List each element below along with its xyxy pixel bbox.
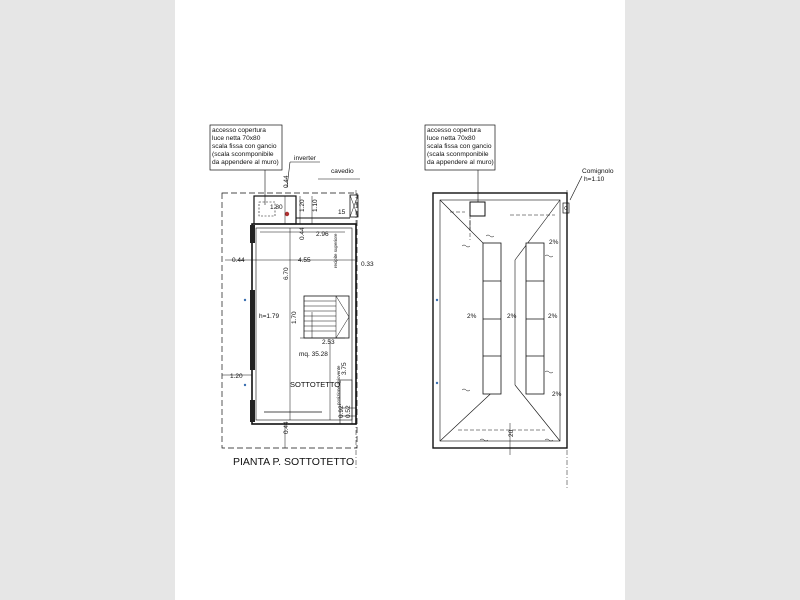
dim-253: 2.53 <box>322 339 335 346</box>
dim-120-left: 1.20 <box>230 373 243 380</box>
slope-2: 2% <box>467 313 477 320</box>
inverter-symbol <box>285 212 289 216</box>
marker-dot-2 <box>244 384 246 386</box>
dim-110: 1.10 <box>312 199 319 212</box>
dim-670: 6.70 <box>283 267 290 280</box>
marker-dot-1 <box>244 299 246 301</box>
slope-3: 2% <box>507 313 517 320</box>
window-left-top <box>250 225 255 243</box>
dim-044-left: 0.44 <box>232 257 245 264</box>
area-label: mq. 35.28 <box>299 351 328 358</box>
note-line-5: da appendere al muro) <box>212 159 279 166</box>
window-left <box>250 290 255 370</box>
dim-120: 1.20 <box>299 199 306 212</box>
height-label: h=1.79 <box>259 313 280 320</box>
plan-title: PIANTA P. SOTTOTETTO <box>233 456 355 468</box>
dim-044-top: 0.44 <box>283 175 290 188</box>
dim-296: 2.96 <box>316 231 329 238</box>
roof-outline-dashed <box>222 193 357 448</box>
dim-20: 20 <box>508 429 515 437</box>
note-r-line-4: (scala sconmponibile <box>427 151 489 158</box>
note-r-line-2: luce netta 70x80 <box>427 135 476 142</box>
dim-044-small: 0.44 <box>299 227 306 240</box>
marker-r-1 <box>436 299 438 301</box>
right-plan <box>425 125 614 490</box>
marker-r-2 <box>436 382 438 384</box>
chimney <box>563 203 569 213</box>
staircase <box>304 296 349 338</box>
stair-treads <box>304 296 349 338</box>
room-name: SOTTOTETTO <box>290 380 341 389</box>
note-line-4: (scala sconmponibile <box>212 151 274 158</box>
vertical-note-2: posizione spiovente <box>336 365 341 405</box>
dim-092: 0.92 <box>338 405 345 418</box>
dim-033: 0.33 <box>361 261 374 268</box>
note-line-3: scala fissa con gancio <box>212 143 277 150</box>
left-plan <box>210 125 374 470</box>
slope-1: 2% <box>549 239 559 246</box>
chimney-height: h=1.10 <box>584 176 605 183</box>
note-line-1: accesso copertura <box>212 127 266 134</box>
dim-455: 4.55 <box>298 257 311 264</box>
dim-hatch: 1.80 <box>270 204 283 211</box>
roof-hatch <box>470 202 485 216</box>
drawing-canvas <box>175 0 625 600</box>
window-left-bottom <box>250 400 255 422</box>
dim-052: 0.52 <box>345 405 352 418</box>
dim-170: 1.70 <box>291 311 298 324</box>
cavedio-label: cavedio <box>331 168 354 175</box>
inverter-label: inverter <box>294 155 316 162</box>
chimney-label: Comignolo <box>582 168 614 175</box>
dim-15: 15 <box>338 209 346 216</box>
dim-375: 3.75 <box>341 362 348 375</box>
chimney-leader <box>570 176 582 200</box>
note-r-line-1: accesso copertura <box>427 127 481 134</box>
slope-4: 2% <box>548 313 558 320</box>
drawing-sheet <box>175 0 625 600</box>
note-r-line-3: scala fissa con gancio <box>427 143 492 150</box>
dim-044-bottom: 0.44 <box>283 421 290 434</box>
note-line-2: luce netta 70x80 <box>212 135 261 142</box>
slope-5: 2% <box>552 391 562 398</box>
vertical-note-1: recipite superiore <box>333 233 338 268</box>
note-r-line-5: da appendere al muro) <box>427 159 494 166</box>
